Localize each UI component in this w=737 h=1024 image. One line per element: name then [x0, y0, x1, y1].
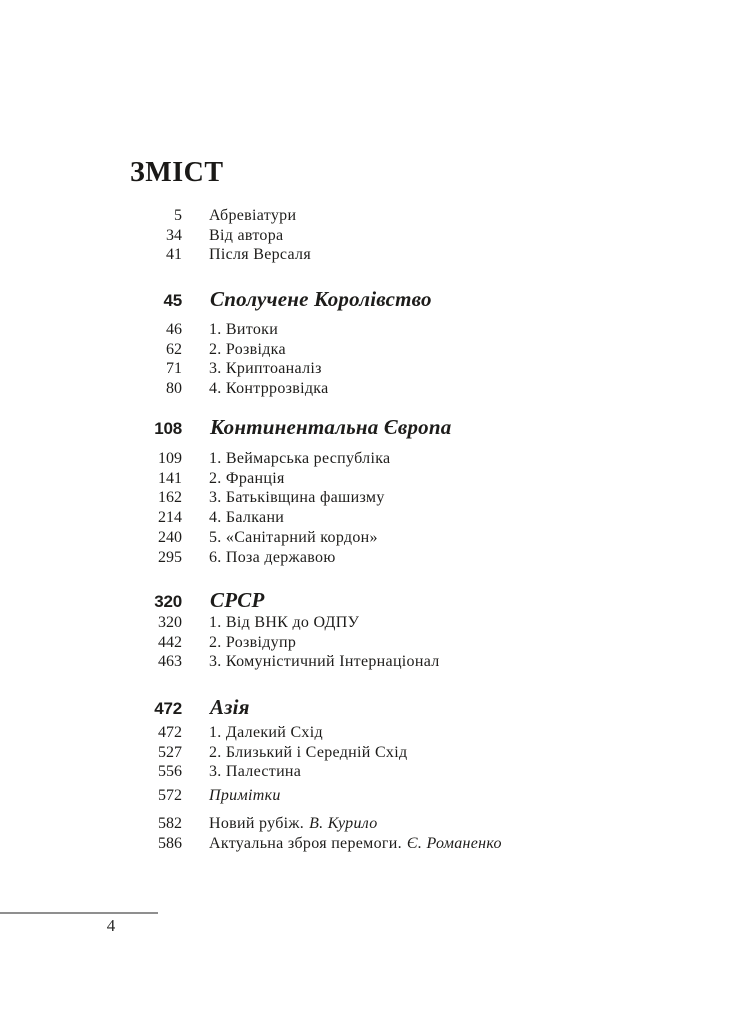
section-title: СРСР	[210, 588, 265, 612]
toc-entry	[130, 340, 670, 360]
toc-entry-label: Абревіатури	[209, 207, 297, 224]
toc-entry-label	[209, 834, 502, 854]
notes-entry	[130, 786, 670, 806]
section-heading	[130, 287, 670, 313]
section-title: Континентальна Європа	[210, 415, 452, 439]
section-entries	[130, 449, 670, 567]
toc-entry-page: 5	[174, 207, 182, 224]
toc-entry-label: 2. Франція	[209, 469, 285, 487]
page-title: ЗМІСТ	[130, 157, 224, 188]
toc-entry-label: 2. Розвідка	[209, 340, 286, 358]
toc-entry	[130, 613, 670, 633]
toc-entry	[130, 652, 670, 672]
section-entries	[130, 613, 670, 672]
section-title: Сполучене Королівство	[210, 287, 432, 311]
toc-entry-page: 586	[158, 834, 182, 852]
toc-entry-label: Від автора	[209, 226, 284, 244]
section-page: 472	[154, 699, 182, 718]
toc-entry	[130, 633, 670, 653]
toc-entry-page: 162	[158, 489, 182, 507]
toc-entry	[130, 226, 670, 246]
toc-entry-label: Примітки	[209, 787, 281, 804]
toc-entry-label: 4. Балкани	[209, 509, 285, 527]
toc-entry	[130, 723, 670, 743]
toc-entry	[130, 743, 670, 763]
toc-entry	[130, 379, 670, 399]
toc-entry	[130, 449, 670, 469]
toc-entry-page: 141	[158, 469, 182, 487]
toc-entry-page: 320	[158, 614, 182, 631]
toc-entry	[130, 762, 670, 782]
toc-entry-author: Є. Романенко	[406, 834, 502, 852]
toc-entry-page: 472	[158, 724, 182, 741]
toc-entry-label: 3. Палестина	[209, 763, 302, 781]
toc-entry	[130, 469, 670, 489]
toc-entry-label: 3. Батьківщина фашизму	[209, 489, 385, 507]
toc-entry-label: 3. Комуністичний Інтернаціонал	[209, 653, 440, 671]
toc-entry-label: 4. Контррозвідка	[209, 380, 329, 398]
front-matter-list	[130, 206, 670, 265]
section-title: Азія	[210, 695, 250, 719]
footer-rule	[0, 912, 158, 914]
toc-entry-label: 2. Розвідупр	[209, 633, 297, 651]
toc-entry	[130, 320, 670, 340]
toc-entry	[130, 528, 670, 548]
toc-entry-page: 214	[158, 509, 182, 527]
toc-entry-label	[209, 814, 378, 834]
toc-entry-page: 463	[158, 653, 182, 671]
toc-entry-label: 1. Веймарська республіка	[209, 450, 391, 467]
toc-entry	[130, 814, 670, 834]
toc-entry-label: 2. Близький і Середній Схід	[209, 743, 408, 761]
toc-entry	[130, 834, 670, 854]
section-page: 108	[154, 419, 182, 438]
toc-entry-label: 6. Поза державою	[209, 548, 336, 566]
toc-entry-page: 34	[166, 226, 182, 244]
toc-entry-page: 46	[166, 321, 182, 338]
toc-entry-author: В. Курило	[309, 815, 378, 832]
toc-entry	[130, 206, 670, 226]
toc-entry-label: 1. Витоки	[209, 321, 279, 338]
toc-entry	[130, 508, 670, 528]
section-heading	[130, 415, 670, 441]
toc-entry	[130, 786, 670, 806]
section-entries	[130, 723, 670, 782]
closing-list	[130, 814, 670, 853]
toc-entry	[130, 245, 670, 265]
toc-entry-page: 71	[166, 360, 182, 378]
section-heading	[130, 695, 670, 721]
toc-entry-page: 572	[158, 787, 182, 804]
toc-entry-page: 41	[166, 246, 182, 264]
toc-entry-label: 1. Від ВНК до ОДПУ	[209, 614, 360, 631]
toc-entry-label: 3. Криптоаналіз	[209, 360, 322, 378]
section-page: 45	[163, 291, 182, 310]
toc-entry-page: 442	[158, 633, 182, 651]
section-entries	[130, 320, 670, 399]
toc-entry-page: 295	[158, 548, 182, 566]
toc-entry-page: 109	[158, 450, 182, 467]
toc-entry-page: 80	[166, 380, 182, 398]
toc-entry-page: 556	[158, 763, 182, 781]
toc-entry-label: 1. Далекий Схід	[209, 724, 323, 741]
toc-entry	[130, 548, 670, 568]
toc-entry-page: 62	[166, 340, 182, 358]
toc-entry-text: Новий рубіж.	[209, 815, 305, 832]
toc-entry-label: 5. «Санітарний кордон»	[209, 528, 378, 546]
toc-entry-label: Після Версаля	[209, 246, 312, 264]
toc-entry-page: 582	[158, 815, 182, 832]
toc-entry	[130, 488, 670, 508]
folio-page-number: 4	[106, 916, 116, 935]
section-page: 320	[154, 592, 182, 611]
toc-entry-page: 240	[158, 528, 182, 546]
toc-entry-text: Актуальна зброя перемоги.	[209, 834, 402, 852]
toc-entry	[130, 359, 670, 379]
section-heading	[130, 588, 670, 614]
toc-entry-page: 527	[158, 743, 182, 761]
